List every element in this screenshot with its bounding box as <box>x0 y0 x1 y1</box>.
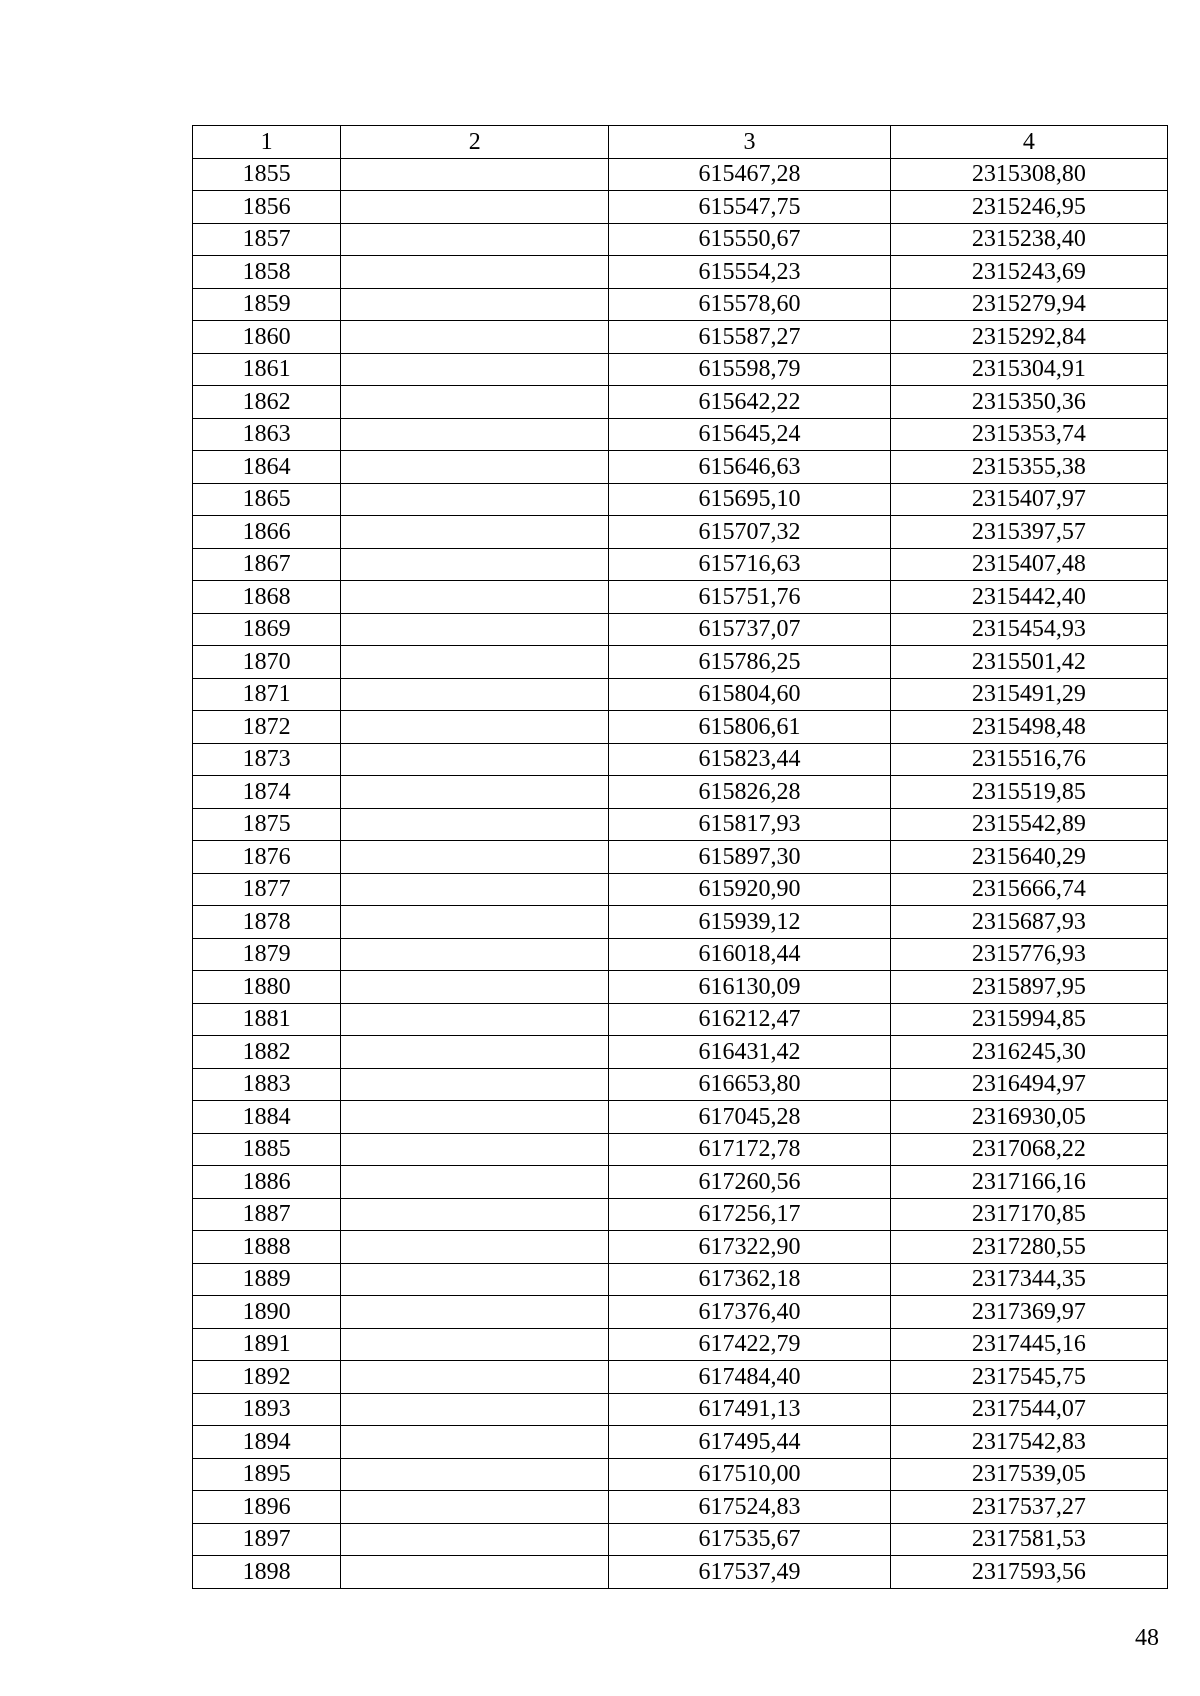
empty-cell <box>341 191 609 224</box>
x-coordinate-cell: 615897,30 <box>609 841 890 874</box>
point-number-cell: 1863 <box>193 418 341 451</box>
table-row <box>193 971 1168 1004</box>
empty-cell <box>341 451 609 484</box>
empty-cell <box>341 873 609 906</box>
x-coordinate-cell: 616653,80 <box>609 1068 890 1101</box>
y-coordinate-cell: 2317344,35 <box>890 1263 1167 1296</box>
point-number-cell: 1897 <box>193 1523 341 1556</box>
table-row <box>193 776 1168 809</box>
table-row <box>193 158 1168 191</box>
x-coordinate-cell: 615578,60 <box>609 288 890 321</box>
table-row <box>193 938 1168 971</box>
y-coordinate-cell: 2317542,83 <box>890 1426 1167 1459</box>
table-row <box>193 1263 1168 1296</box>
point-number-cell: 1873 <box>193 743 341 776</box>
x-coordinate-cell: 617322,90 <box>609 1231 890 1264</box>
empty-cell <box>341 1523 609 1556</box>
empty-cell <box>341 321 609 354</box>
x-coordinate-cell: 615806,61 <box>609 711 890 744</box>
table-row <box>193 483 1168 516</box>
table-body <box>193 158 1168 1588</box>
point-number-cell: 1868 <box>193 581 341 614</box>
point-number-cell: 1890 <box>193 1296 341 1329</box>
empty-cell <box>341 906 609 939</box>
y-coordinate-cell: 2315243,69 <box>890 256 1167 289</box>
x-coordinate-cell: 617491,13 <box>609 1393 890 1426</box>
point-number-cell: 1869 <box>193 613 341 646</box>
x-coordinate-cell: 615817,93 <box>609 808 890 841</box>
point-number-cell: 1877 <box>193 873 341 906</box>
x-coordinate-cell: 615467,28 <box>609 158 890 191</box>
table-row <box>193 1003 1168 1036</box>
y-coordinate-cell: 2315776,93 <box>890 938 1167 971</box>
y-coordinate-cell: 2317581,53 <box>890 1523 1167 1556</box>
x-coordinate-cell: 617484,40 <box>609 1361 890 1394</box>
y-coordinate-cell: 2317445,16 <box>890 1328 1167 1361</box>
table-row <box>193 906 1168 939</box>
y-coordinate-cell: 2315519,85 <box>890 776 1167 809</box>
point-number-cell: 1895 <box>193 1458 341 1491</box>
y-coordinate-cell: 2316245,30 <box>890 1036 1167 1069</box>
table-row <box>193 711 1168 744</box>
y-coordinate-cell: 2317068,22 <box>890 1133 1167 1166</box>
empty-cell <box>341 548 609 581</box>
y-coordinate-cell: 2315407,48 <box>890 548 1167 581</box>
x-coordinate-cell: 615920,90 <box>609 873 890 906</box>
empty-cell <box>341 1393 609 1426</box>
x-coordinate-cell: 615737,07 <box>609 613 890 646</box>
empty-cell <box>341 581 609 614</box>
point-number-cell: 1864 <box>193 451 341 484</box>
table-row <box>193 418 1168 451</box>
x-coordinate-cell: 615707,32 <box>609 516 890 549</box>
y-coordinate-cell: 2317537,27 <box>890 1491 1167 1524</box>
empty-cell <box>341 743 609 776</box>
table-row <box>193 808 1168 841</box>
y-coordinate-cell: 2315516,76 <box>890 743 1167 776</box>
empty-cell <box>341 971 609 1004</box>
table-row <box>193 1133 1168 1166</box>
point-number-cell: 1860 <box>193 321 341 354</box>
table-row <box>193 1231 1168 1264</box>
x-coordinate-cell: 617172,78 <box>609 1133 890 1166</box>
x-coordinate-cell: 617045,28 <box>609 1101 890 1134</box>
table-row <box>193 1491 1168 1524</box>
empty-cell <box>341 1556 609 1589</box>
y-coordinate-cell: 2315292,84 <box>890 321 1167 354</box>
point-number-cell: 1882 <box>193 1036 341 1069</box>
empty-cell <box>341 1263 609 1296</box>
point-number-cell: 1862 <box>193 386 341 419</box>
y-coordinate-cell: 2315308,80 <box>890 158 1167 191</box>
empty-cell <box>341 223 609 256</box>
table-row <box>193 451 1168 484</box>
y-coordinate-cell: 2315246,95 <box>890 191 1167 224</box>
empty-cell <box>341 418 609 451</box>
point-number-cell: 1880 <box>193 971 341 1004</box>
empty-cell <box>341 1426 609 1459</box>
empty-cell <box>341 646 609 679</box>
y-coordinate-cell: 2315454,93 <box>890 613 1167 646</box>
x-coordinate-cell: 617260,56 <box>609 1166 890 1199</box>
x-coordinate-cell: 617376,40 <box>609 1296 890 1329</box>
x-coordinate-cell: 617362,18 <box>609 1263 890 1296</box>
x-coordinate-cell: 615598,79 <box>609 353 890 386</box>
x-coordinate-cell: 615939,12 <box>609 906 890 939</box>
table-row <box>193 613 1168 646</box>
point-number-cell: 1886 <box>193 1166 341 1199</box>
empty-cell <box>341 1166 609 1199</box>
x-coordinate-cell: 615646,63 <box>609 451 890 484</box>
x-coordinate-cell: 617535,67 <box>609 1523 890 1556</box>
empty-cell <box>341 1361 609 1394</box>
table-row <box>193 1068 1168 1101</box>
empty-cell <box>341 678 609 711</box>
empty-cell <box>341 386 609 419</box>
y-coordinate-cell: 2315353,74 <box>890 418 1167 451</box>
empty-cell <box>341 158 609 191</box>
table-row <box>193 1296 1168 1329</box>
y-coordinate-cell: 2317280,55 <box>890 1231 1167 1264</box>
y-coordinate-cell: 2317545,75 <box>890 1361 1167 1394</box>
point-number-cell: 1867 <box>193 548 341 581</box>
x-coordinate-cell: 617510,00 <box>609 1458 890 1491</box>
point-number-cell: 1884 <box>193 1101 341 1134</box>
empty-cell <box>341 353 609 386</box>
empty-cell <box>341 938 609 971</box>
x-coordinate-cell: 617422,79 <box>609 1328 890 1361</box>
x-coordinate-cell: 616130,09 <box>609 971 890 1004</box>
table-row <box>193 386 1168 419</box>
x-coordinate-cell: 616212,47 <box>609 1003 890 1036</box>
y-coordinate-cell: 2317544,07 <box>890 1393 1167 1426</box>
table-row <box>193 1523 1168 1556</box>
table-row <box>193 1361 1168 1394</box>
point-number-cell: 1879 <box>193 938 341 971</box>
y-coordinate-cell: 2315407,97 <box>890 483 1167 516</box>
x-coordinate-cell: 615547,75 <box>609 191 890 224</box>
x-coordinate-cell: 617537,49 <box>609 1556 890 1589</box>
empty-cell <box>341 1036 609 1069</box>
empty-cell <box>341 256 609 289</box>
empty-cell <box>341 1101 609 1134</box>
point-number-cell: 1857 <box>193 223 341 256</box>
y-coordinate-cell: 2317593,56 <box>890 1556 1167 1589</box>
x-coordinate-cell: 616018,44 <box>609 938 890 971</box>
table-row <box>193 841 1168 874</box>
table-row <box>193 678 1168 711</box>
table-row <box>193 1198 1168 1231</box>
point-number-cell: 1875 <box>193 808 341 841</box>
empty-cell <box>341 1133 609 1166</box>
empty-cell <box>341 288 609 321</box>
table-row <box>193 873 1168 906</box>
x-coordinate-cell: 615587,27 <box>609 321 890 354</box>
x-coordinate-cell: 615716,63 <box>609 548 890 581</box>
point-number-cell: 1898 <box>193 1556 341 1589</box>
x-coordinate-cell: 615645,24 <box>609 418 890 451</box>
point-number-cell: 1885 <box>193 1133 341 1166</box>
empty-cell <box>341 1003 609 1036</box>
point-number-cell: 1856 <box>193 191 341 224</box>
empty-cell <box>341 1458 609 1491</box>
empty-cell <box>341 841 609 874</box>
point-number-cell: 1871 <box>193 678 341 711</box>
y-coordinate-cell: 2315501,42 <box>890 646 1167 679</box>
point-number-cell: 1870 <box>193 646 341 679</box>
point-number-cell: 1892 <box>193 1361 341 1394</box>
empty-cell <box>341 1328 609 1361</box>
y-coordinate-cell: 2315442,40 <box>890 581 1167 614</box>
point-number-cell: 1881 <box>193 1003 341 1036</box>
point-number-cell: 1874 <box>193 776 341 809</box>
table-row <box>193 1393 1168 1426</box>
table-row <box>193 191 1168 224</box>
empty-cell <box>341 1296 609 1329</box>
point-number-cell: 1887 <box>193 1198 341 1231</box>
y-coordinate-cell: 2317539,05 <box>890 1458 1167 1491</box>
point-number-cell: 1855 <box>193 158 341 191</box>
coordinates-table <box>192 125 1168 1589</box>
point-number-cell: 1883 <box>193 1068 341 1101</box>
empty-cell <box>341 613 609 646</box>
table-row <box>193 1458 1168 1491</box>
y-coordinate-cell: 2317170,85 <box>890 1198 1167 1231</box>
y-coordinate-cell: 2315491,29 <box>890 678 1167 711</box>
table-row <box>193 256 1168 289</box>
table-row <box>193 223 1168 256</box>
table-row <box>193 353 1168 386</box>
y-coordinate-cell: 2315897,95 <box>890 971 1167 1004</box>
point-number-cell: 1896 <box>193 1491 341 1524</box>
y-coordinate-cell: 2315498,48 <box>890 711 1167 744</box>
point-number-cell: 1891 <box>193 1328 341 1361</box>
x-coordinate-cell: 615826,28 <box>609 776 890 809</box>
table-row <box>193 516 1168 549</box>
x-coordinate-cell: 617495,44 <box>609 1426 890 1459</box>
y-coordinate-cell: 2315640,29 <box>890 841 1167 874</box>
empty-cell <box>341 483 609 516</box>
x-coordinate-cell: 616431,42 <box>609 1036 890 1069</box>
y-coordinate-cell: 2315279,94 <box>890 288 1167 321</box>
y-coordinate-cell: 2317166,16 <box>890 1166 1167 1199</box>
point-number-cell: 1865 <box>193 483 341 516</box>
x-coordinate-cell: 615751,76 <box>609 581 890 614</box>
point-number-cell: 1866 <box>193 516 341 549</box>
empty-cell <box>341 1068 609 1101</box>
table-row <box>193 1328 1168 1361</box>
point-number-cell: 1889 <box>193 1263 341 1296</box>
x-coordinate-cell: 615550,67 <box>609 223 890 256</box>
empty-cell <box>341 808 609 841</box>
x-coordinate-cell: 615642,22 <box>609 386 890 419</box>
empty-cell <box>341 516 609 549</box>
table-row <box>193 1036 1168 1069</box>
point-number-cell: 1888 <box>193 1231 341 1264</box>
y-coordinate-cell: 2315542,89 <box>890 808 1167 841</box>
point-number-cell: 1894 <box>193 1426 341 1459</box>
y-coordinate-cell: 2316494,97 <box>890 1068 1167 1101</box>
point-number-cell: 1872 <box>193 711 341 744</box>
x-coordinate-cell: 615804,60 <box>609 678 890 711</box>
x-coordinate-cell: 617524,83 <box>609 1491 890 1524</box>
y-coordinate-cell: 2315238,40 <box>890 223 1167 256</box>
table-row <box>193 581 1168 614</box>
x-coordinate-cell: 617256,17 <box>609 1198 890 1231</box>
table-row <box>193 1101 1168 1134</box>
table-header-row <box>193 126 1168 159</box>
column-header-2: 2 <box>341 126 609 159</box>
table-row <box>193 1166 1168 1199</box>
table-row <box>193 743 1168 776</box>
y-coordinate-cell: 2315994,85 <box>890 1003 1167 1036</box>
y-coordinate-cell: 2317369,97 <box>890 1296 1167 1329</box>
y-coordinate-cell: 2315666,74 <box>890 873 1167 906</box>
y-coordinate-cell: 2315350,36 <box>890 386 1167 419</box>
table-row <box>193 1426 1168 1459</box>
x-coordinate-cell: 615554,23 <box>609 256 890 289</box>
column-header-3: 3 <box>609 126 890 159</box>
y-coordinate-cell: 2315397,57 <box>890 516 1167 549</box>
y-coordinate-cell: 2315687,93 <box>890 906 1167 939</box>
x-coordinate-cell: 615823,44 <box>609 743 890 776</box>
point-number-cell: 1858 <box>193 256 341 289</box>
y-coordinate-cell: 2315304,91 <box>890 353 1167 386</box>
table-row <box>193 288 1168 321</box>
column-header-1: 1 <box>193 126 341 159</box>
y-coordinate-cell: 2316930,05 <box>890 1101 1167 1134</box>
point-number-cell: 1878 <box>193 906 341 939</box>
table-row <box>193 646 1168 679</box>
empty-cell <box>341 1198 609 1231</box>
x-coordinate-cell: 615695,10 <box>609 483 890 516</box>
point-number-cell: 1876 <box>193 841 341 874</box>
empty-cell <box>341 776 609 809</box>
y-coordinate-cell: 2315355,38 <box>890 451 1167 484</box>
table-row <box>193 321 1168 354</box>
empty-cell <box>341 1491 609 1524</box>
page-number: 48 <box>1135 1625 1159 1651</box>
table-row <box>193 1556 1168 1589</box>
x-coordinate-cell: 615786,25 <box>609 646 890 679</box>
point-number-cell: 1893 <box>193 1393 341 1426</box>
column-header-4: 4 <box>890 126 1167 159</box>
point-number-cell: 1861 <box>193 353 341 386</box>
empty-cell <box>341 711 609 744</box>
empty-cell <box>341 1231 609 1264</box>
table-row <box>193 548 1168 581</box>
point-number-cell: 1859 <box>193 288 341 321</box>
